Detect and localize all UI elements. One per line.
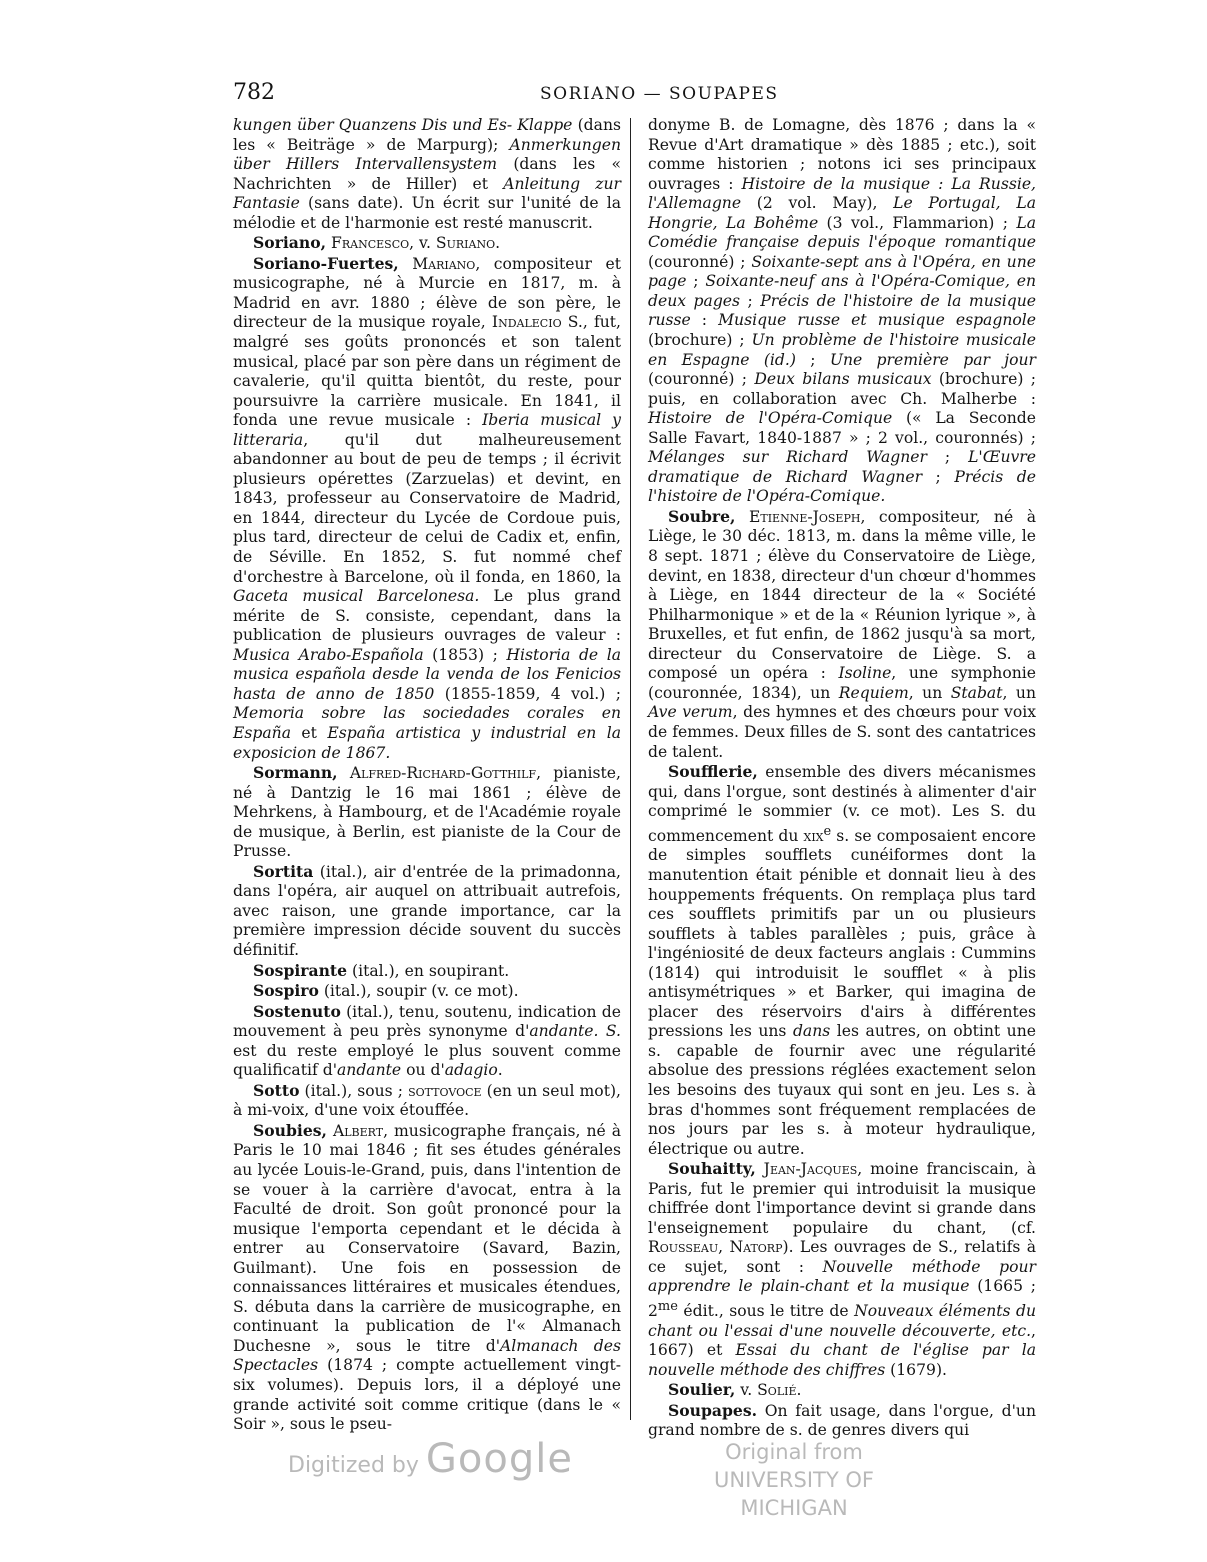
page-number: 782 bbox=[233, 80, 275, 105]
headword: Soriano-Fuertes, bbox=[253, 253, 399, 273]
entry-soupapes: Soupapes. On fait usage, dans l'orgue, d'un grand nombre de s. de genres divers qui bbox=[648, 1400, 1036, 1440]
right-column bbox=[648, 116, 1036, 1441]
column-rule bbox=[630, 118, 631, 1420]
google-logo: Google bbox=[425, 1436, 573, 1482]
headword: Sospirante bbox=[253, 960, 348, 980]
headword: Soubies, bbox=[253, 1120, 327, 1140]
entry-soubies: Soubies, Albert, musicographe français, né à Paris le 10 mai 1846 ; fit ses études générales au lycée Louis-le-Grand, puis, dans l'intention de se vouer à la carrière d'avocat, entra à la Faculté de droit. Son goût prononcé pour la musique l'emporta cependant et le décida à entrer au Conservatoire (Savard, Bazin, Guilmant). Une fois en possession de connaissances littéraires et musicales étendues, S. débuta dans la carrière de musicographe, en continuant la publication de l'« Almanach Duchesne », sous le titre d'Almanach des Spectacles (1874 ; compte actuellement vingt-six volumes). Depuis lors, il a déployé une grande activité soit comme critique (dans le « Soir », sous le pseu- bbox=[233, 1120, 621, 1434]
headword: Souhaitty, bbox=[668, 1159, 756, 1179]
entry-soubre: Soubre, Etienne-Joseph, compositeur, né à Liège, le 30 déc. 1813, m. dans la même ville, le 8 sept. 1871 ; élève du Conservatoire de Liège, devint, en 1838, directeur d'un chœur d'hommes à Liège, en 1844 directeur de la « Société Philharmonique » et de la « Réunion lyrique », à Bruxelles, et fut enfin, de 1862 jusqu'à sa mort, directeur du Conservatoire de Liège. S. a composé un opéra : Isoline, une symphonie (couronnée, 1834), un Requiem, un Stabat, un Ave verum, des hymnes et des chœurs pour voix de femmes. Deux filles de S. sont des cantatrices de talent. bbox=[648, 506, 1036, 761]
headword: Sostenuto bbox=[253, 1001, 341, 1021]
original-from-watermark bbox=[668, 1438, 920, 1522]
headword: Soubre, bbox=[668, 506, 736, 526]
entry-sotto: Sotto (ital.), sous ; sottovoce (en un seul mot), à mi-voix, d'une voix étouffée. bbox=[233, 1080, 621, 1120]
entry-sormann: Sormann, Alfred-Richard-Gotthilf, pianiste, né à Dantzig le 16 mai 1861 ; élève de Mehrkens, à Hambourg, et de l'Académie royale de musique, à Berlin, est pianiste de la Cour de Prusse. bbox=[233, 763, 621, 861]
digitized-by-text: Digitized by bbox=[288, 1453, 419, 1478]
entry-sospiro: Sospiro (ital.), soupir (v. ce mot). bbox=[253, 981, 519, 1001]
headword: Sormann, bbox=[253, 763, 338, 783]
headword: Soulier, bbox=[668, 1380, 736, 1400]
entry-sortita: Sortita (ital.), air d'entrée de la primadonna, dans l'opéra, air auquel on attribuait autrefois, avec raison, une grande importance, car la première impression décide souvent du succès définitif. bbox=[233, 861, 621, 959]
headword: Sortita bbox=[253, 861, 314, 881]
digitized-by-google-watermark bbox=[288, 1436, 573, 1482]
running-head: SORIANO — SOUPAPES bbox=[540, 84, 779, 104]
entry-soulier: Soulier, v. Solié. bbox=[668, 1380, 802, 1400]
original-from-text: Original from bbox=[725, 1440, 863, 1464]
entry-sospirante: Sospirante (ital.), en soupirant. bbox=[253, 960, 510, 980]
entry-soriano-fuertes: Soriano-Fuertes, Mariano, compositeur et musicographe, né à Murcie en 1817, m. à Madrid en avr. 1880 ; élève de son père, le directeur de la musique royale, Indalecio S., fut, malgré ses goûts prononcés et son talent musical, placé par son père dans un régiment de cavalerie, qu'il quitta bientôt, du reste, pour poursuivre la carrière musicale. En 1841, il fonda une revue musicale : Iberia musical y litteraria, qu'il dut malheureusement abandonner au bout de peu de temps ; il écrivit plusieurs opérettes (Zarzuelas) et devint, en 1843, professeur au Conservatoire de Madrid, en 1844, directeur du Lycée de Cordoue puis, plus tard, directeur de celui de Cadix et, enfin, de Séville. En 1852, S. fut nommé chef d'orchestre à Barcelone, où il fonda, en 1860, la Gaceta musical Barcelonesa. Le plus grand mérite de S. consiste, cependant, dans la publication de plusieurs ouvrages de valeur : Musica Arabo-Española (1853) ; Historia de la musica española desde la venda de los Fenicios hasta de anno de 1850 (1855-1859, 4 vol.) ; Memoria sobre las sociedades corales en España et España artistica y industrial en la exposicion de 1867. bbox=[233, 253, 622, 762]
entry-quantz-continued: kungen über Quanzens Dis und Es- Klappe (dans les « Beiträge » de Marpurg); Anmerkungen über Hillers Intervallensystem (dans les « Nachrichten » de Hiller) et Anleitung zur Fantasie (sans date). Un écrit sur l'unité de la mélodie et de l'harmonie est resté manuscrit. bbox=[233, 116, 621, 232]
entry-souhaitty: Souhaitty, Jean-Jacques, moine franciscain, à Paris, fut le premier qui introduisit la musique chiffrée dont l'importance devint si grande dans l'enseignement populaire du chant, (cf. Rousseau, Natorp). Les ouvrages de S., relatifs à ce sujet, sont : Nouvelle méthode pour apprendre le plain-chant et la musique (1665 ; $2^{me}$ édit., sous le titre de Nouveaux éléments du chant ou l'essai d'une nouvelle découverte, etc., 1667) et Essai du chant de l'église par la nouvelle méthode des chiffres (1679). bbox=[648, 1159, 1037, 1379]
headword: Sospiro bbox=[253, 981, 319, 1001]
entry-soubies-continued: donyme B. de Lomagne, dès 1876 ; dans la « Revue d'Art dramatique » dès 1885 ; etc.), soit comme historien ; notons ici ses principaux ouvrages : Histoire de la musique : La Russie, l'Allemagne (2 vol. May), Le Portugal, La Hongrie, La Bohême (3 vol., Flammarion) ; La Comédie française depuis l'époque romantique (couronné) ; Soixante-sept ans à l'Opéra, en une page ; Soixante-neuf ans à l'Opéra-Comique, en deux pages ; Précis de l'histoire de la musique russe : Musique russe et musique espagnole (brochure) ; Un problème de l'histoire musicale en Espagne (id.) ; Une première par jour (couronné) ; Deux bilans musicaux (brochure) ; puis, en collaboration avec Ch. Malherbe : Histoire de l'Opéra-Comique (« La Seconde Salle Favart, 1840-1887 » ; 2 vol., couronnés) ; Mélanges sur Richard Wagner ; L'Œuvre dramatique de Richard Wagner ; Précis de l'histoire de l'Opéra-Comique. bbox=[648, 116, 1037, 506]
entry-sostenuto: Sostenuto (ital.), tenu, soutenu, indication de mouvement à peu près synonyme d'andante. S. est du reste employé le plus souvent comme qualificatif d'andante ou d'adagio. bbox=[233, 1001, 621, 1080]
headword: Sotto bbox=[253, 1080, 300, 1100]
headword: Soupapes. bbox=[668, 1400, 758, 1420]
headword: Soufflerie, bbox=[668, 762, 758, 782]
left-column bbox=[233, 116, 621, 1435]
university-text: UNIVERSITY OF MICHIGAN bbox=[714, 1468, 874, 1520]
entry-soufflerie: Soufflerie, ensemble des divers mécanismes qui, dans l'orgue, sont destinés à alimenter d'air comprimé le sommier (v. ce mot). Les S. du commencement du xix$^e$ s. se composaient encore de simples soufflets cunéiformes dont la manutention était pénible et donnait lieu à des houppements fréquents. On remplaça plus tard ces soufflets primitifs par un ou plusieurs soufflets à tables parallèles ; puis, grâce à l'ingéniosité de deux facteurs anglais : Cummins (1814) qui introduisit le soufflet « à plis antisymétriques » et Barker, qui imagina de placer des réservoirs d'airs à différentes pressions les uns dans les autres, on obtint une s. capable de fournir avec une régularité absolue des pressions réglées exactement selon les besoins des tuyaux qui sont en jeu. Les s. à bras d'hommes sont fréquement remplacées de nos jours par les s. à moteur hydraulique, électrique ou autre. bbox=[648, 762, 1036, 1158]
headword: Soriano, bbox=[253, 233, 327, 253]
entry-soriano: Soriano, Francesco, v. Suriano. bbox=[253, 233, 501, 253]
